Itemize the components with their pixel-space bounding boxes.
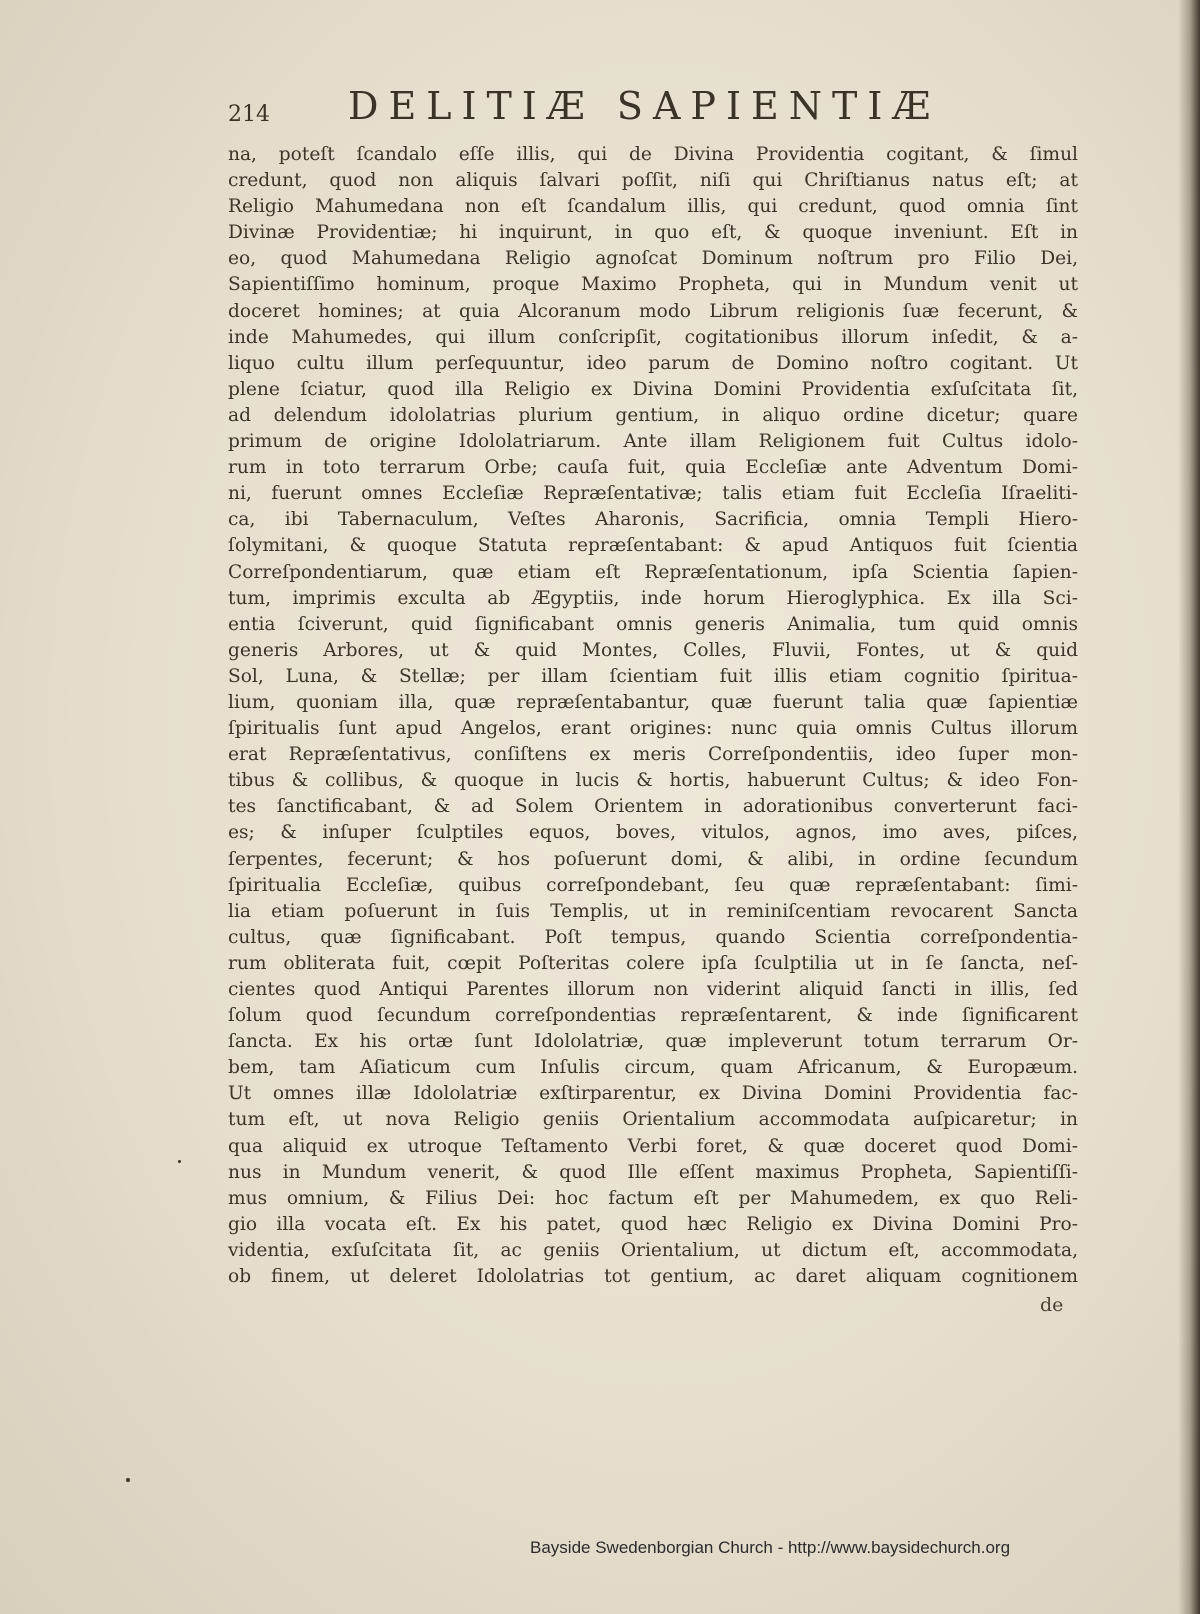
text-line: tum eſt, ut nova Religio geniis Orientalium accommodata auſpicaretur; in <box>228 1109 1078 1131</box>
text-line: na, poteſt ſcandalo eſſe illis, qui de Divina Providentia cogitant, & ſimul <box>228 144 1078 165</box>
watermark: Bayside Swedenborgian Church - http://www.baysidechurch.org <box>530 1538 1011 1557</box>
text-line: ni, fuerunt omnes Eccleſiæ Repræſentativæ; talis etiam fuit Eccleſia Iſraeliti- <box>228 483 1078 505</box>
text-line: mus omnium, & Filius Dei: hoc factum eſt per Mahumedem, ex quo Reli- <box>228 1187 1078 1209</box>
text-line: ſpiritualis ſunt apud Angelos, erant origines: nunc quia omnis Cultus illorum <box>228 718 1078 740</box>
text-line: eo, quod Mahumedana Religio agnoſcat Dominum noſtrum pro Filio Dei, <box>228 248 1078 270</box>
paper-speck <box>178 1160 181 1163</box>
text-line: videntia, exſuſcitata ſit, ac geniis Orientalium, ut dictum eſt, accommodata, <box>228 1239 1078 1261</box>
text-line: lia etiam poſuerunt in ſuis Templis, ut in reminiſcentiam revocarent Sancta <box>228 900 1078 922</box>
text-line: primum de origine Idololatriarum. Ante illam Religionem fuit Cultus idolo- <box>228 431 1078 453</box>
text-line: ſpiritualia Eccleſiæ, quibus correſpondebant, ſeu quæ repræſentabant: ſimi- <box>228 874 1078 896</box>
text-line: ſolymitani, & quoque Statuta repræſentabant: & apud Antiquos fuit ſcientia <box>228 535 1078 557</box>
text-line: entia ſciverunt, quid ſignificabant omnis generis Animalia, tum quid omnis <box>228 613 1078 635</box>
gutter-shadow <box>1178 0 1200 1614</box>
catchword: de <box>1040 1294 1064 1317</box>
text-line: plene ſciatur, quod illa Religio ex Divina Domini Providentia exſuſcitata ſit, <box>228 378 1078 400</box>
text-line: Sapientiſſimo hominum, proque Maximo Propheta, qui in Mundum venit ut <box>228 274 1078 296</box>
text-line: cientes quod Antiqui Parentes illorum non viderint aliquid ſancti in illis, ſed <box>228 979 1078 1000</box>
text-line: qua aliquid ex utroque Teſtamento Verbi foret, & quæ doceret quod Domi- <box>228 1135 1078 1157</box>
text-line: gio illa vocata eſt. Ex his patet, quod hæc Religio ex Divina Domini Pro- <box>228 1213 1078 1235</box>
body-text <box>228 142 1078 1290</box>
text-line: nus in Mundum venerit, & quod Ille eſſent maximus Propheta, Sapientiſſi- <box>228 1161 1078 1183</box>
text-line: cultus, quæ ſignificabant. Poſt tempus, quando Scientia correſpondentia- <box>228 926 1078 948</box>
text-line: doceret homines; at quia Alcoranum modo Librum religionis ſuæ fecerunt, & <box>228 300 1078 322</box>
text-line: rum obliterata fuit, cœpit Poſteritas colere ipſa ſculptilia ut in ſe ſancta, neſ- <box>228 952 1078 974</box>
text-line: ad delendum idololatrias plurium gentium, in aliquo ordine dicetur; quare <box>228 404 1078 426</box>
text-line: ſancta. Ex his ortæ ſunt Idololatriæ, quæ impleverunt totum terrarum Or- <box>228 1031 1078 1053</box>
text-line: ca, ibi Tabernaculum, Veſtes Aharonis, Sacrificia, omnia Templi Hiero- <box>228 509 1078 531</box>
text-line: tum, imprimis exculta ab Ægyptiis, inde horum Hieroglyphica. Ex illa Sci- <box>228 587 1078 609</box>
text-line: Correſpondentiarum, quæ etiam eſt Repræſentationum, ipſa Scientia ſapien- <box>228 561 1078 583</box>
text-line: ſerpentes, fecerunt; & hos poſuerunt domi, & alibi, in ordine ſecundum <box>228 848 1078 870</box>
running-head <box>228 84 1028 134</box>
text-line: generis Arbores, ut & quid Montes, Colles, Fluvii, Fontes, ut & quid <box>228 639 1078 661</box>
text-line: credunt, quod non aliquis ſalvari poſſit, niſi qui Chriſtianus natus eſt; at <box>228 170 1078 192</box>
text-line: Sol, Luna, & Stellæ; per illam ſcientiam fuit illis etiam cognitio ſpiritua- <box>228 665 1078 687</box>
text-line: inde Mahumedes, qui illum conſcripſit, cogitationibus illorum inſedit, & a- <box>228 326 1078 348</box>
paper-speck <box>126 1478 130 1482</box>
text-line: Divinæ Providentiæ; hi inquirunt, in quo eſt, & quoque inveniunt. Eſt in <box>228 222 1078 244</box>
text-line: tibus & collibus, & quoque in lucis & hortis, habuerunt Cultus; & ideo Fon- <box>228 770 1078 792</box>
text-line: lium, quoniam illa, quæ repræſentabantur, quæ fuerunt talia quæ ſapientiæ <box>228 691 1078 713</box>
text-line: ſolum quod ſecundum correſpondentias repræſentarent, & inde ſignificarent <box>228 1005 1078 1027</box>
running-title: DELITIÆ SAPIENTIÆ <box>348 84 941 128</box>
text-line: tes ſanctificabant, & ad Solem Orientem in adorationibus converterunt faci- <box>228 796 1078 818</box>
text-line: bem, tam Aſiaticum cum Inſulis circum, quam Africanum, & Europæum. <box>228 1057 1078 1079</box>
text-line: liquo cultu illum perſequuntur, ideo parum de Domino noſtro cogitant. Ut <box>228 352 1078 374</box>
text-line: Ut omnes illæ Idololatriæ exſtirparentur, ex Divina Domini Providentia fac- <box>228 1083 1078 1105</box>
text-line: rum in toto terrarum Orbe; cauſa fuit, quia Eccleſiæ ante Adventum Domi- <box>228 457 1078 479</box>
text-line: erat Repræſentativus, conſiſtens ex meris Correſpondentiis, ideo ſuper mon- <box>228 744 1078 766</box>
text-line: Religio Mahumedana non eſt ſcandalum illis, qui credunt, quod omnia ſint <box>228 196 1078 218</box>
text-line: ob finem, ut deleret Idololatrias tot gentium, ac daret aliquam cognitionem <box>228 1266 1078 1288</box>
page-number: 214 <box>228 102 270 127</box>
text-line: es; & inſuper ſculptiles equos, boves, vitulos, agnos, imo aves, piſces, <box>228 822 1078 844</box>
